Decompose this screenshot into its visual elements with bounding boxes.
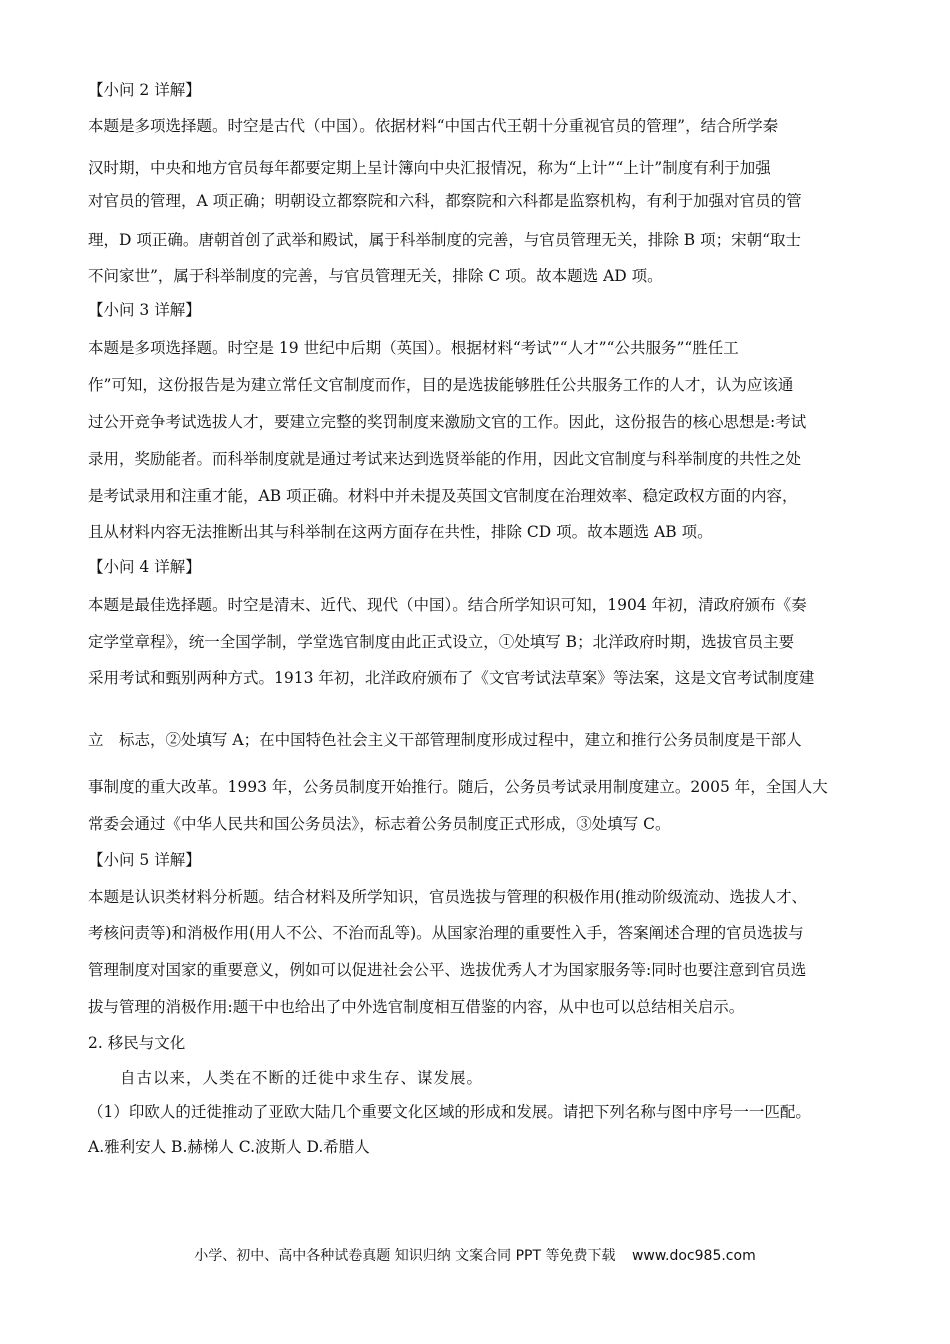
section-intro: 自古以来，人类在不断的迁徙中求生存、谋发展。 bbox=[120, 1069, 484, 1087]
q2-line: 理，D 项正确。唐朝首创了武举和殿试，属于科举制度的完善，与官员管理无关，排除 B 项；宋朝“取士 bbox=[88, 231, 802, 249]
answer-options: A.雅利安人 B.赫梯人 C.波斯人 D.希腊人 bbox=[88, 1138, 370, 1156]
q5-line: 本题是认识类材料分析题。结合材料及所学知识，官员选拔与管理的积极作用(推动阶级流动、选拔人才、 bbox=[88, 888, 808, 906]
q3-line: 本题是多项选择题。时空是 19 世纪中后期（英国）。根据材料“考试”“人才”“公共服务”“胜任工 bbox=[88, 339, 739, 357]
q4-line: 定学堂章程》，统一全国学制，学堂选官制度由此正式设立，①处填写 B；北洋政府时期，选拔官员主要 bbox=[88, 633, 795, 651]
section-title: 2. 移民与文化 bbox=[88, 1034, 186, 1052]
q5-heading: 【小问 5 详解】 bbox=[88, 851, 201, 869]
q4-line: 本题是最佳选择题。时空是清末、近代、现代（中国）。结合所学知识可知，1904 年初，清政府颁布《奏 bbox=[88, 596, 807, 614]
q3-heading: 【小问 3 详解】 bbox=[88, 301, 201, 319]
q3-line: 录用，奖励能者。而科举制度就是通过考试来达到选贤举能的作用，因此文官制度与科举制度的共性之处 bbox=[88, 450, 802, 468]
q3-line: 且从材料内容无法推断出其与科举制在这两方面存在共性，排除 CD 项。故本题选 AB 项。 bbox=[88, 523, 713, 541]
q2-heading: 【小问 2 详解】 bbox=[88, 81, 201, 99]
q5-line: 拔与管理的消极作用:题干中也给出了中外选官制度相互借鉴的内容，从中也可以总结相关启示。 bbox=[88, 998, 745, 1016]
footer-site-link[interactable]: www.doc985.com bbox=[631, 1248, 756, 1264]
section-question: （1）印欧人的迁徙推动了亚欧大陆几个重要文化区域的形成和发展。请把下列名称与图中序号一一匹配。 bbox=[88, 1103, 811, 1121]
q4-line: 立 标志，②处填写 A；在中国特色社会主义干部管理制度形成过程中，建立和推行公务员制度是干部人 bbox=[88, 731, 802, 749]
q5-line: 管理制度对国家的重要意义，例如可以促进社会公平、选拔优秀人才为国家服务等:同时也要注意到官员选 bbox=[88, 961, 807, 979]
q4-heading: 【小问 4 详解】 bbox=[88, 558, 201, 576]
q4-line: 事制度的重大改革。1993 年，公务员制度开始推行。随后，公务员考试录用制度建立。2005 年，全国人大 bbox=[88, 778, 828, 796]
q3-line: 过公开竞争考试选拔人才，要建立完整的奖罚制度来激励文官的工作。因此，这份报告的核心思想是:考试 bbox=[88, 413, 807, 431]
q2-line: 对官员的管理，A 项正确；明朝设立都察院和六科，都察院和六科都是监察机构，有利于加强对官员的管 bbox=[88, 192, 802, 210]
footer-text: 小学、初中、高中各种试卷真题 知识归纳 文案合同 PPT 等免费下载 bbox=[194, 1248, 616, 1264]
q2-line: 不问家世”，属于科举制度的完善，与官员管理无关，排除 C 项。故本题选 AD 项。 bbox=[88, 267, 663, 285]
q2-line: 汉时期，中央和地方官员每年都要定期上呈计簿向中央汇报情况，称为“上计”“上计”制度有利于加强 bbox=[88, 159, 771, 177]
page-footer bbox=[0, 1245, 950, 1265]
q3-line: 作”可知，这份报告是为建立常任文官制度而作，目的是选拔能够胜任公共服务工作的人才，认为应该通 bbox=[88, 376, 794, 394]
q2-line: 本题是多项选择题。时空是古代（中国）。依据材料“中国古代王朝十分重视官员的管理”，结合所学秦 bbox=[88, 117, 779, 135]
q5-line: 考核问责等)和消极作用(用人不公、不治而乱等)。从国家治理的重要性入手，答案阐述合理的官员选拔与 bbox=[88, 924, 804, 942]
q4-line: 采用考试和甄别两种方式。1913 年初，北洋政府颁布了《文官考试法草案》等法案，这是文官考试制度建 bbox=[88, 669, 815, 687]
q4-line: 常委会通过《中华人民共和国公务员法》，标志着公务员制度正式形成，③处填写 C。 bbox=[88, 815, 671, 833]
q3-line: 是考试录用和注重才能，AB 项正确。材料中并未提及英国文官制度在治理效率、稳定政权方面的内容， bbox=[88, 487, 798, 505]
